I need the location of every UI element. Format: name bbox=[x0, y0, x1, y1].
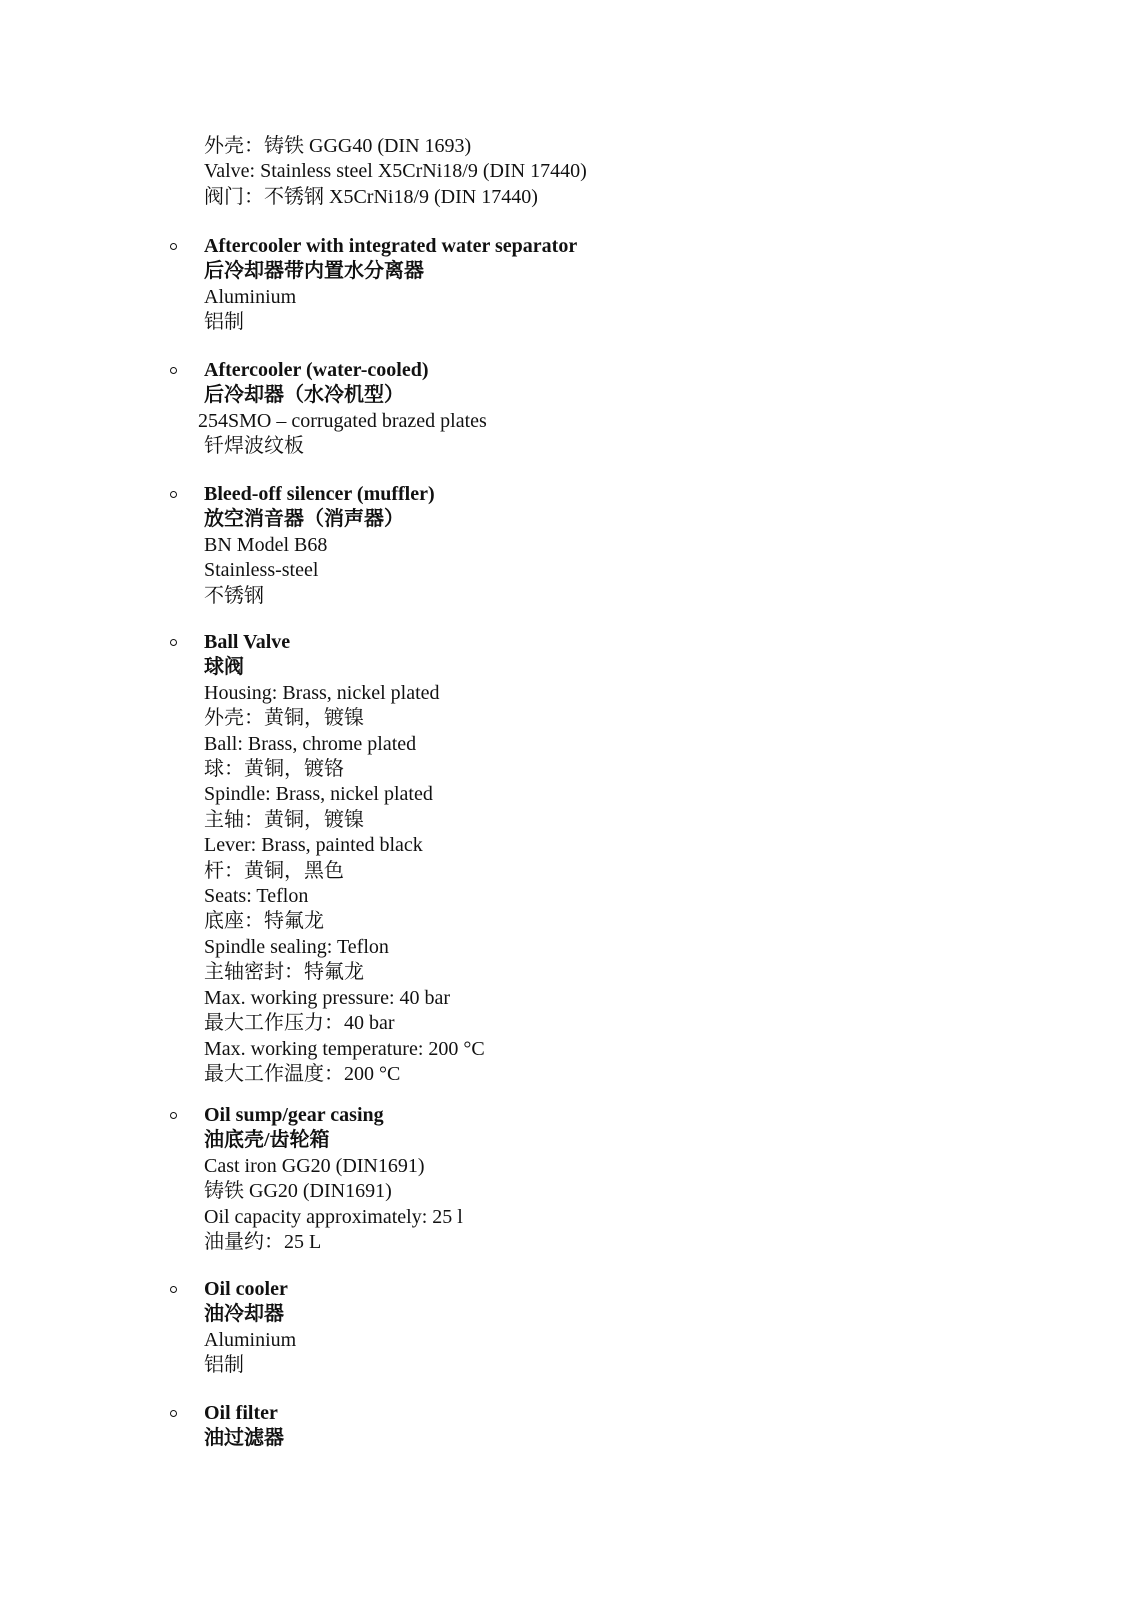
section-title-cn: 后冷却器（水冷机型） bbox=[204, 384, 404, 407]
section-line: Housing: Brass, nickel plated bbox=[204, 681, 440, 704]
section-line: 钎焊波纹板 bbox=[204, 435, 304, 458]
section-title: Aftercooler with integrated water separator bbox=[204, 235, 578, 257]
section-line: 底座：特氟龙 bbox=[204, 910, 324, 933]
section-line: 最大工作温度：200 °C bbox=[204, 1062, 401, 1085]
section-title-cn: 后冷却器带内置水分离器 bbox=[204, 260, 424, 283]
section-title: Aftercooler (water-cooled) bbox=[204, 359, 429, 381]
section-line: 铝制 bbox=[204, 1354, 244, 1377]
section-title: Bleed-off silencer (muffler) bbox=[204, 483, 435, 505]
section-line: Spindle sealing: Teflon bbox=[204, 935, 389, 958]
intro-line: 阀门：不锈钢 X5CrNi18/9 (DIN 17440) bbox=[204, 185, 538, 208]
section-line: 不锈钢 bbox=[204, 584, 264, 607]
bullet-icon bbox=[170, 491, 177, 498]
section-line: 铸铁 GG20 (DIN1691) bbox=[204, 1180, 392, 1203]
section-line: Ball: Brass, chrome plated bbox=[204, 732, 417, 755]
section-line: Lever: Brass, painted black bbox=[204, 834, 423, 857]
section-line: 254SMO – corrugated brazed plates bbox=[198, 409, 487, 432]
bullet-icon bbox=[170, 1410, 177, 1417]
intro-line: Valve: Stainless steel X5CrNi18/9 (DIN 17440) bbox=[204, 160, 587, 183]
bullet-icon bbox=[170, 639, 177, 646]
section-line: Cast iron GG20 (DIN1691) bbox=[204, 1154, 425, 1177]
section-line: Aluminium bbox=[204, 285, 297, 308]
section-title-cn: 球阀 bbox=[204, 656, 244, 679]
section-title-cn: 放空消音器（消声器） bbox=[204, 508, 404, 531]
bullet-icon bbox=[170, 243, 177, 250]
section-title-cn: 油过滤器 bbox=[204, 1427, 284, 1450]
section-title: Ball Valve bbox=[204, 631, 291, 653]
section-line: Spindle: Brass, nickel plated bbox=[204, 783, 433, 806]
section-line: 外壳：黄铜，镀镍 bbox=[204, 707, 364, 730]
section-line: 球：黄铜，镀铬 bbox=[204, 758, 344, 781]
section-title: Oil sump/gear casing bbox=[204, 1104, 384, 1126]
section-line: Stainless-steel bbox=[204, 559, 319, 582]
bullet-icon bbox=[170, 367, 177, 374]
section-title: Oil cooler bbox=[204, 1278, 288, 1300]
section-line: 铝制 bbox=[204, 311, 244, 334]
section-title: Oil filter bbox=[204, 1402, 278, 1424]
section-line: Max. working pressure: 40 bar bbox=[204, 986, 451, 1009]
section-line: 主轴密封：特氟龙 bbox=[204, 961, 364, 984]
section-line: Max. working temperature: 200 °C bbox=[204, 1037, 485, 1060]
bullet-icon bbox=[170, 1112, 177, 1119]
section-line: 杆：黄铜，黑色 bbox=[204, 859, 344, 882]
intro-line: 外壳：铸铁 GGG40 (DIN 1693) bbox=[204, 135, 472, 157]
section-line: 油量约：25 L bbox=[204, 1231, 322, 1254]
section-title-cn: 油冷却器 bbox=[204, 1303, 284, 1326]
section-line: Aluminium bbox=[204, 1328, 297, 1351]
section-line: 最大工作压力：40 bar bbox=[204, 1012, 395, 1035]
intro-block bbox=[204, 134, 587, 210]
section-line: Seats: Teflon bbox=[204, 885, 309, 908]
section-title-cn: 油底壳/齿轮箱 bbox=[204, 1129, 330, 1152]
section-line: BN Model B68 bbox=[204, 533, 328, 556]
section-line: Oil capacity approximately: 25 l bbox=[204, 1205, 463, 1228]
bullet-icon bbox=[170, 1286, 177, 1293]
section-line: 主轴：黄铜，镀镍 bbox=[204, 808, 364, 831]
